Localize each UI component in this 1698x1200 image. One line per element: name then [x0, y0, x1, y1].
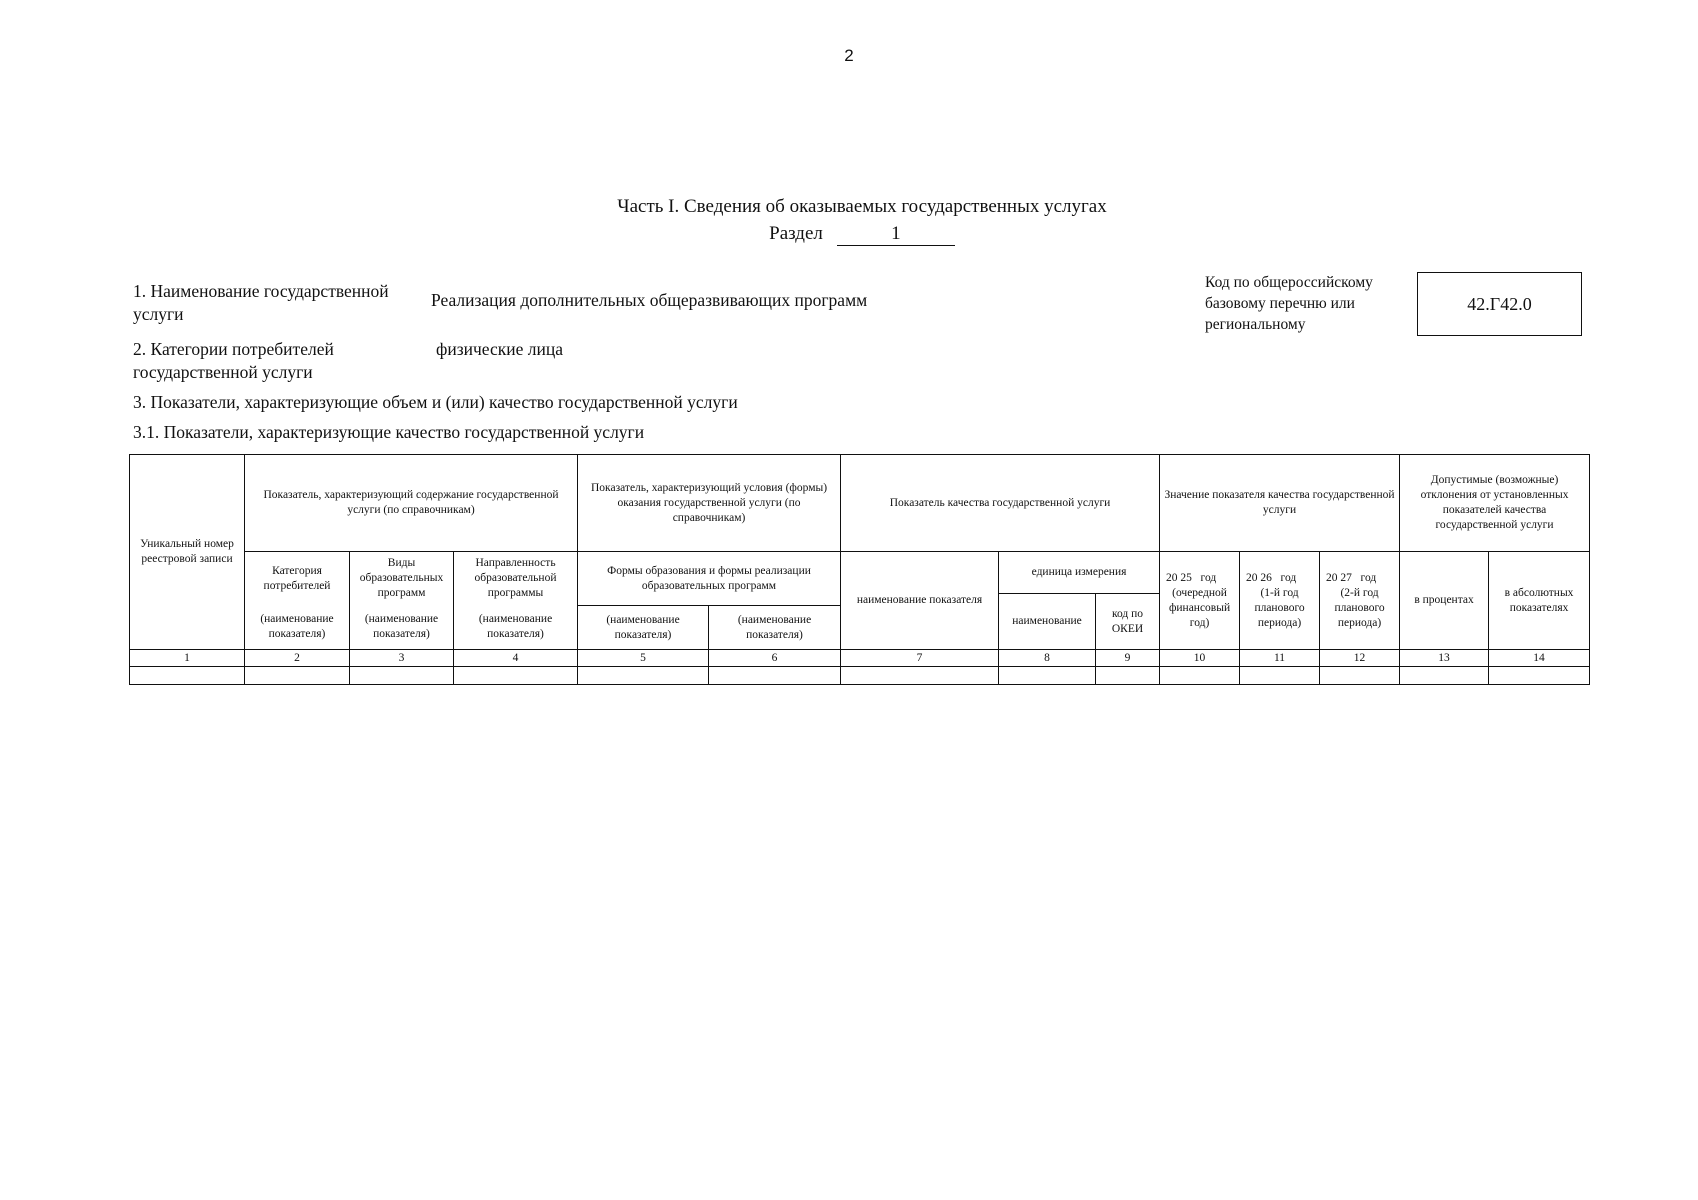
header-deviation-group: Допустимые (возможные) отклонения от установленных показателей качества государственной услуги: [1400, 455, 1590, 552]
header-quality-group: Показатель качества государственной услуги: [841, 455, 1160, 552]
table-cell: [454, 667, 578, 685]
header-year-3: 20 27 год (2-й год планового периода): [1320, 552, 1400, 650]
indicators-heading: 3. Показатели, характеризующие объем и (или) качество государственной услуги: [133, 392, 738, 412]
service-name-value: Реализация дополнительных общеразвивающих программ: [431, 290, 868, 310]
table-cell: [578, 667, 709, 685]
column-number: 6: [709, 650, 841, 667]
section-number: 1: [837, 223, 955, 246]
registry-code-value: 42.Г42.0: [1467, 293, 1532, 314]
column-number: 13: [1400, 650, 1489, 667]
table-cell: [999, 667, 1096, 685]
header-consumer-category: Категория потребителей: [245, 552, 350, 606]
column-number: 9: [1096, 650, 1160, 667]
table-cell: [1489, 667, 1590, 685]
column-number: 12: [1320, 650, 1400, 667]
column-number: 5: [578, 650, 709, 667]
table-cell: [1400, 667, 1489, 685]
header-unit-of-measure: единица измерения: [999, 552, 1160, 594]
table-cell: [1096, 667, 1160, 685]
note-consumer-category: (наименование показателя): [245, 606, 350, 650]
column-number: 7: [841, 650, 999, 667]
quality-indicators-table: [129, 454, 1590, 685]
registry-code-label: Код по общероссийскому базовому перечню или региональному: [1205, 274, 1373, 333]
table-cell: [130, 667, 245, 685]
column-number: 14: [1489, 650, 1590, 667]
header-unit-name: наименование: [999, 594, 1096, 650]
note-program-focus: (наименование показателя): [454, 606, 578, 650]
header-in-absolute: в абсолютных показателях: [1489, 552, 1590, 650]
header-okei-code: код по ОКЕИ: [1096, 594, 1160, 650]
table-cell: [1320, 667, 1400, 685]
column-number: 8: [999, 650, 1096, 667]
header-value-group: Значение показателя качества государственной услуги: [1160, 455, 1400, 552]
page-number: 2: [844, 46, 854, 65]
header-forms-of-education: Формы образования и формы реализации образовательных программ: [578, 552, 841, 606]
column-number: 11: [1240, 650, 1320, 667]
column-number: 4: [454, 650, 578, 667]
service-name-label: 1. Наименование государственной услуги: [133, 281, 389, 324]
header-year-1: 20 25 год (очередной финансовый год): [1160, 552, 1240, 650]
table-cell: [245, 667, 350, 685]
header-indicator-name: наименование показателя: [841, 552, 999, 650]
table-cell: [1240, 667, 1320, 685]
column-number: 3: [350, 650, 454, 667]
table-cell: [841, 667, 999, 685]
column-number: 1: [130, 650, 245, 667]
consumers-label: 2. Категории потребителей государственной услуги: [133, 339, 334, 382]
table-cell: [709, 667, 841, 685]
quality-heading: 3.1. Показатели, характеризующие качество государственной услуги: [133, 422, 645, 442]
header-program-focus: Направленность образовательной программы: [454, 552, 578, 606]
column-number: 2: [245, 650, 350, 667]
note-forms-1: (наименование показателя): [578, 606, 709, 650]
column-numbers-row: [130, 650, 1590, 667]
section-label: Раздел: [769, 223, 823, 244]
registry-code-box: [1417, 272, 1582, 336]
header-year-2: 20 26 год (1-й год планового периода): [1240, 552, 1320, 650]
note-program-types: (наименование показателя): [350, 606, 454, 650]
column-number: 10: [1160, 650, 1240, 667]
header-in-percent: в процентах: [1400, 552, 1489, 650]
part-title: Часть I. Сведения об оказываемых государственных услугах: [617, 196, 1107, 217]
section-line: [0, 223, 1698, 246]
table-row: [130, 667, 1590, 685]
note-forms-2: (наименование показателя): [709, 606, 841, 650]
consumers-value: физические лица: [436, 339, 563, 359]
header-conditions-group: Показатель, характеризующий условия (формы) оказания государственной услуги (по справочникам): [578, 455, 841, 552]
table-cell: [1160, 667, 1240, 685]
header-program-types: Виды образовательных программ: [350, 552, 454, 606]
header-content-group: Показатель, характеризующий содержание государственной услуги (по справочникам): [245, 455, 578, 552]
header-registry-number: Уникальный номер реестровой записи: [130, 455, 245, 650]
table-cell: [350, 667, 454, 685]
